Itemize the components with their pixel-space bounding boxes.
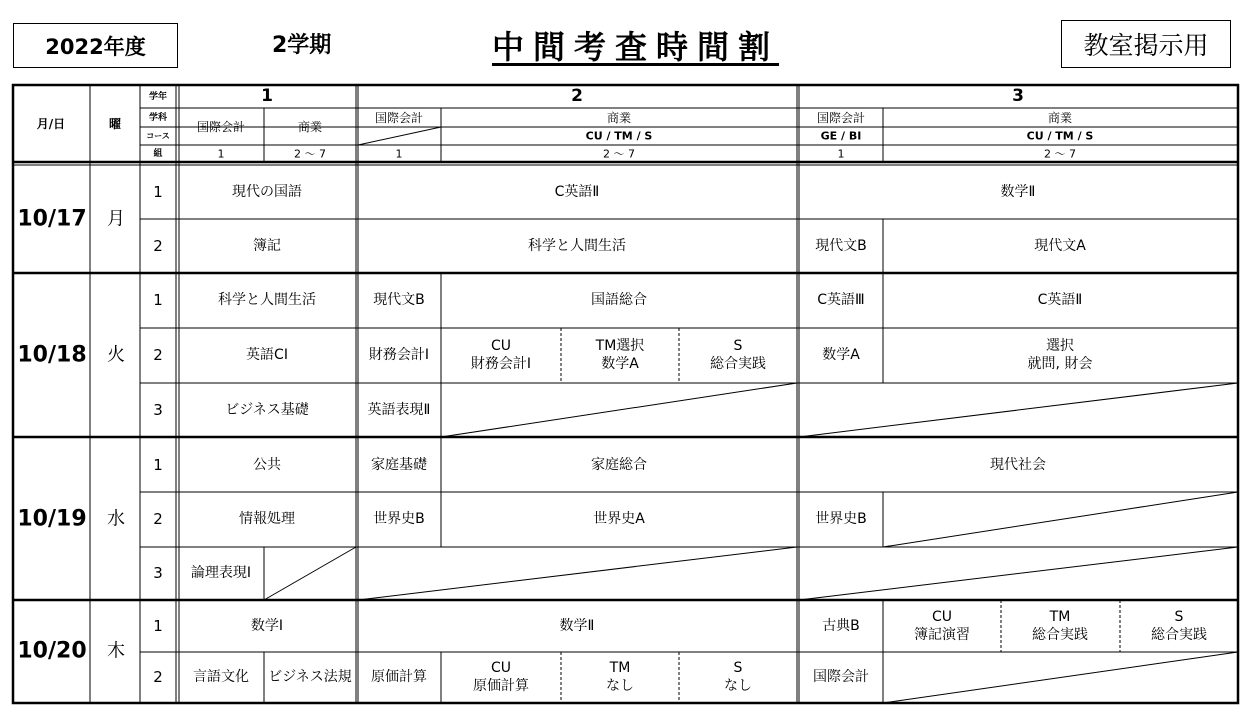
exam-subject: 選択 [1046, 338, 1074, 354]
exam-subject: 世界史A [593, 511, 645, 527]
course-label: CU [490, 338, 512, 354]
exam-subject: 数学Ⅰ [250, 618, 284, 634]
grade-1-header: 1 [261, 86, 273, 106]
exam-subject: なし [724, 678, 752, 694]
g3-course: CU / TM / S [1026, 129, 1094, 143]
period-number: 1 [153, 291, 163, 309]
exam-subject: 現代文B [815, 238, 867, 254]
exam-subject: 総合実践 [1151, 627, 1207, 643]
exam-subject: ビジネス基礎 [225, 402, 309, 418]
course-label: S [733, 338, 743, 354]
course-label: CU [931, 609, 953, 625]
date-1017: 10/17 [17, 206, 87, 232]
weekday-wed: 水 [107, 508, 125, 530]
exam-subject: 現代社会 [990, 457, 1046, 473]
course-label: TM [1049, 609, 1071, 625]
g1-class-com: 2 ～ 7 [294, 147, 326, 161]
g2-intl-dept: 国際会計 [374, 111, 424, 125]
exam-subject: 原価計算 [473, 678, 529, 694]
exam-subject: 総合実践 [710, 356, 766, 372]
course-row-label: コース [146, 131, 170, 141]
g2-class-intl: 1 [395, 147, 403, 161]
period-number: 1 [153, 183, 163, 201]
exam-subject: 情報処理 [239, 511, 295, 527]
fiscal-year: 2022年度 [13, 23, 178, 68]
term-label: 2学期 [272, 33, 332, 58]
exam-subject: 公共 [253, 457, 281, 473]
date-1018: 10/18 [17, 342, 87, 368]
period-number: 2 [153, 510, 163, 528]
classroom-notice-label: 教室掲示用 [1061, 20, 1231, 68]
g3-intl-course: GE / BI [820, 129, 862, 143]
g3-commerce-dept: 商業 [1047, 111, 1073, 125]
weekday-thu: 木 [107, 640, 125, 662]
exam-subject: 国際会計 [813, 669, 869, 685]
exam-subject: 簿記演習 [914, 627, 970, 643]
exam-subject: 国語総合 [591, 292, 647, 308]
exam-subject: C英語Ⅱ [554, 184, 600, 200]
g1-commerce-dept: 商業 [297, 120, 323, 134]
exam-subject: 財務会計Ⅰ [368, 347, 430, 363]
date-column-header: 月/日 [36, 117, 66, 131]
exam-subject: 英語CⅠ [246, 347, 288, 363]
grade-row-label: 学年 [148, 92, 168, 102]
g3-intl-dept: 国際会計 [816, 111, 866, 125]
dept-row-label: 学科 [148, 113, 168, 123]
exam-subject: 英語表現Ⅱ [367, 402, 431, 418]
date-1019: 10/19 [17, 506, 87, 532]
exam-subject: 家庭基礎 [371, 457, 427, 473]
period-number: 1 [153, 617, 163, 635]
exam-subject: C英語Ⅱ [1037, 292, 1083, 308]
g2-commerce-dept: 商業 [606, 111, 632, 125]
exam-subject: 論理表現Ⅰ [190, 565, 252, 581]
period-number: 2 [153, 346, 163, 364]
exam-subject: 就問, 財会 [1027, 356, 1093, 372]
exam-subject: 数学A [601, 356, 639, 372]
course-label: TM選択 [595, 338, 645, 354]
g3-class-com: 2 ～ 7 [1044, 147, 1076, 161]
exam-subject: 家庭総合 [591, 457, 647, 473]
exam-subject: 世界史B [815, 511, 867, 527]
g3-class-intl: 1 [837, 147, 845, 161]
exam-subject: C英語Ⅲ [817, 292, 865, 308]
weekday-column-header: 曜 [108, 117, 122, 131]
weekday-mon: 月 [107, 208, 125, 230]
day-separators [13, 273, 1238, 600]
exam-subject: 簿記 [253, 238, 281, 254]
exam-subject: 財務会計Ⅰ [470, 356, 532, 372]
exam-subject: 世界史B [373, 511, 425, 527]
exam-subject: 科学と人間生活 [218, 292, 316, 308]
period-number: 3 [153, 564, 163, 582]
course-label: S [1174, 609, 1184, 625]
exam-subject: 総合実践 [1032, 627, 1088, 643]
course-label: S [733, 660, 743, 676]
exam-subject: 言語文化 [193, 669, 249, 685]
grade-3-header: 3 [1012, 86, 1024, 106]
g1-intl-dept: 国際会計 [196, 120, 246, 134]
exam-subject: なし [606, 678, 634, 694]
period-number: 2 [153, 668, 163, 686]
exam-subject: 数学Ⅱ [559, 618, 595, 634]
g1-class-intl: 1 [217, 147, 225, 161]
exam-subject: 数学A [822, 347, 860, 363]
date-1020: 10/20 [17, 638, 87, 664]
exam-subject: 原価計算 [371, 669, 427, 685]
exam-subject: 現代文B [373, 292, 425, 308]
period-number: 3 [153, 401, 163, 419]
g2-course: CU / TM / S [585, 129, 653, 143]
course-label: CU [490, 660, 512, 676]
exam-subject: 古典B [822, 618, 860, 634]
exam-subject: 数学Ⅱ [1000, 184, 1036, 200]
exam-subject: 現代の国語 [232, 184, 302, 200]
class-row-label: 組 [153, 149, 163, 159]
exam-subject: 現代文A [1034, 238, 1086, 254]
exam-subject: 科学と人間生活 [528, 238, 626, 254]
g2-class-com: 2 ～ 7 [603, 147, 635, 161]
exam-subject: ビジネス法規 [268, 669, 352, 685]
period-number: 2 [153, 237, 163, 255]
weekday-tue: 火 [107, 344, 125, 366]
period-number: 1 [153, 456, 163, 474]
course-label: TM [609, 660, 631, 676]
page-title: 中間考査時間割 [492, 28, 780, 66]
grade-2-header: 2 [571, 86, 583, 106]
